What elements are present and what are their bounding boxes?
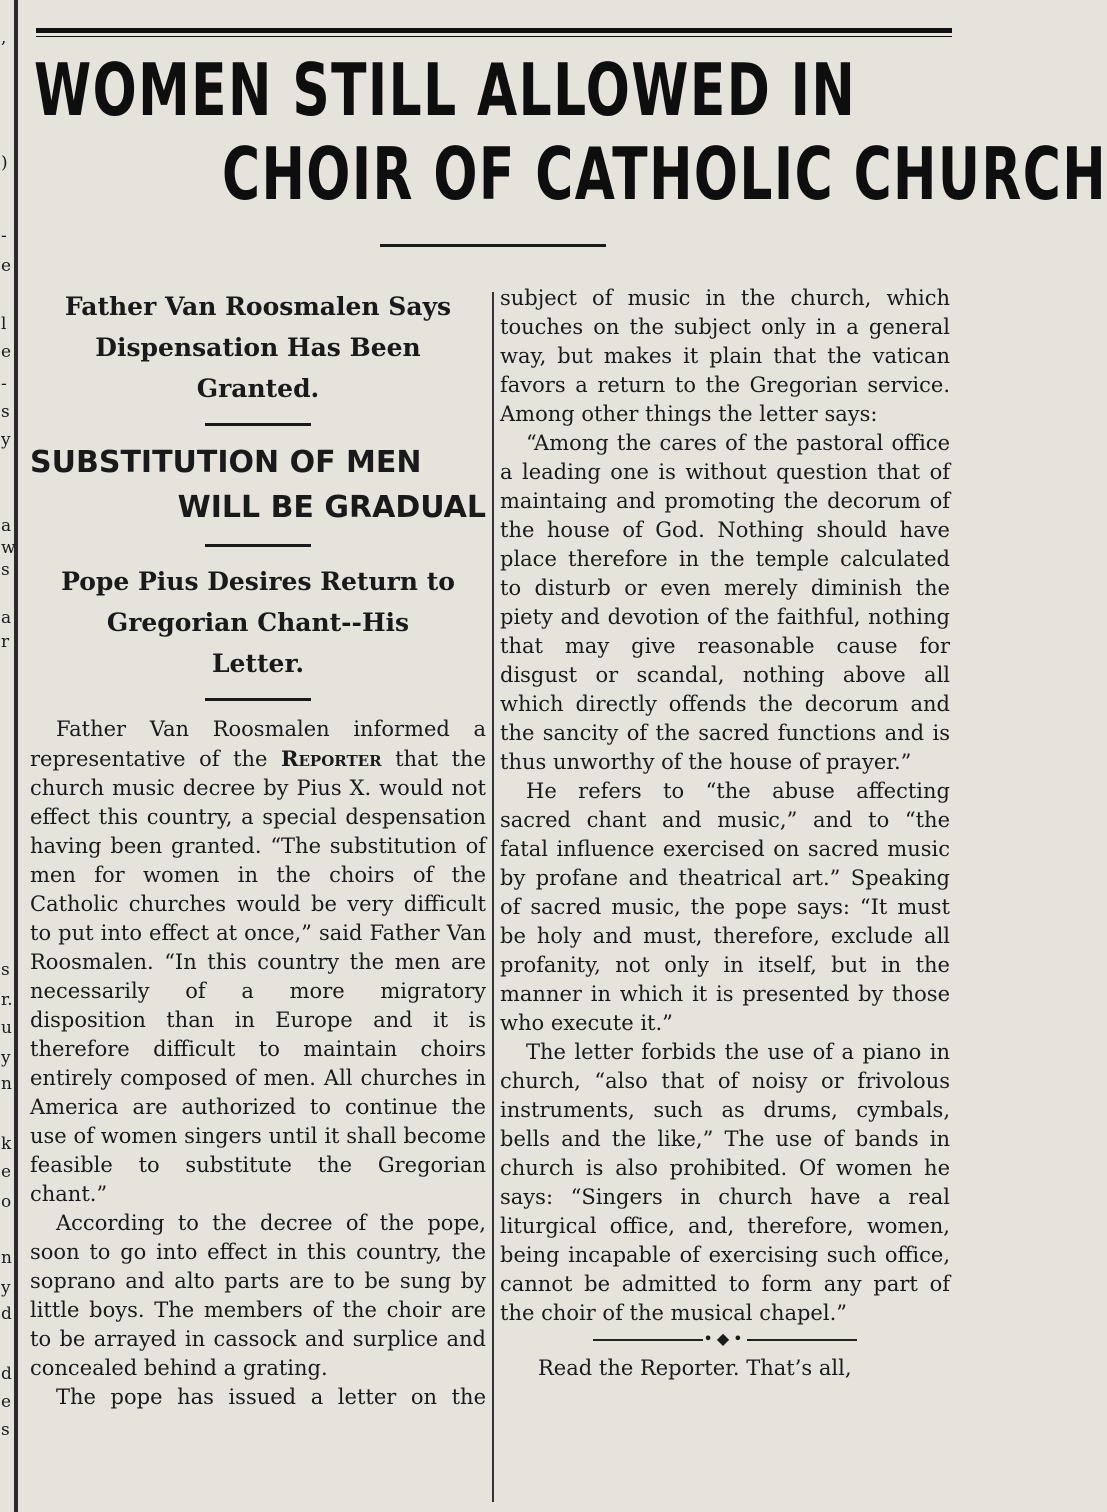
deck-2-line-1: SUBSTITUTION OF MEN — [30, 445, 422, 480]
deck-3-line-1: Pope Pius Desires Return to — [61, 567, 455, 596]
margin-fragment: e — [1, 342, 12, 362]
page-gutter-edge — [14, 0, 18, 1512]
margin-fragment: s — [1, 1420, 10, 1440]
deck-3-line-2: Gregorian Chant--His — [106, 608, 410, 637]
margin-fragment: ) — [1, 153, 8, 173]
margin-fragment: s — [1, 960, 10, 980]
paragraph-1-rest: that the church music decree by Pius X. would not effect this country, a special despensation having been granted. “The substitution of men for women in the choirs of the Catholic churches would be very difficult to put into effect at once,” said Father Van Roosmalen. “In this country the men are necessarily of a more migratory disposition than in Europe and it is therefore difficult to maintain choirs entirely composed of men. All churches in America are authorized to continue the use of women singers until it shall become feasible to substitute the Gregorian chant.” — [30, 747, 487, 1206]
adjacent-column-fragments — [0, 0, 14, 1512]
margin-fragment: e — [1, 256, 12, 276]
margin-fragment: u — [1, 1018, 12, 1038]
paragraph-5: He refers to “the abuse affecting sacred chant and music,” and to “the fatal influence exercised on sacred music by profane and theatrical art.” Speaking of sacred music, the pope says: “It must be holy and must, therefore, exclude all profanity, not only in itself, but in the manner in which it is presented by those who execute it.” — [500, 779, 950, 1035]
margin-fragment: a — [1, 516, 12, 536]
margin-fragment: o — [1, 1192, 12, 1212]
paragraph-4-quote: “Among the cares of the pastoral office a leading one is without question that of maintaing and promoting the decorum of the house of God. Nothing should have place therefore in the temple calculated to disturb or even merely diminish the piety and devotion of the faithful, nothing that may give reasonable cause for disgust or scandal, nothing above all which directly offends the decorum and the sancity of the sacred functions and is thus unworthy of the house of prayer.” — [500, 431, 950, 774]
top-thick-rule — [36, 28, 952, 33]
margin-fragment: d — [1, 1364, 12, 1384]
signoff-line: Read the Reporter. That’s all, — [538, 1356, 852, 1380]
right-column — [500, 284, 950, 1383]
headline-rule — [380, 244, 606, 247]
deck-1-line-3: Granted. — [196, 374, 320, 403]
paragraph-6: The letter forbids the use of a piano in church, “also that of noisy or frivolous instruments, such as drums, cymbals, bells and the like,” The use of bands in church is also prohibited. Of women he says: “Singers in church have a real liturgical office, and, therefore, women, being incapable of exercising such office, cannot be admitted to form any part of the choir of the musical chapel.” — [500, 1040, 950, 1325]
margin-fragment: n — [1, 1248, 12, 1268]
margin-fragment: l — [1, 314, 7, 334]
margin-fragment: , — [1, 28, 7, 48]
margin-fragment: y — [1, 1048, 11, 1068]
reporter-name: Reporter — [281, 746, 382, 771]
deck-rule — [205, 423, 311, 426]
paragraph-3-start: The pope has issued a letter on the — [56, 1385, 486, 1409]
margin-fragment: y — [1, 430, 11, 450]
paragraph-3-continued: subject of music in the church, which touches on the subject only in a general way, but makes it plain that the vatican favors a return to the Gregorian service. Among other things the letter says: — [500, 286, 950, 426]
paragraph-1 — [30, 715, 486, 1209]
deck-2 — [30, 440, 486, 530]
margin-fragment: - — [1, 226, 7, 246]
margin-fragment: n — [1, 1074, 12, 1094]
margin-fragment: d — [1, 1304, 12, 1324]
column-divider — [492, 292, 494, 1502]
headline-line-1: WOMEN STILL ALLOWED IN — [34, 48, 857, 132]
top-thin-rule — [36, 36, 952, 37]
deck-1-line-2: Dispensation Has Been — [95, 333, 421, 362]
margin-fragment: k — [1, 1134, 12, 1154]
margin-fragment: r. — [1, 990, 13, 1010]
margin-fragment: s — [1, 560, 10, 580]
margin-fragment: e — [1, 1392, 12, 1412]
left-column — [30, 286, 486, 1412]
deck-1-line-1: Father Van Roosmalen Says — [64, 292, 452, 321]
deck-rule — [205, 698, 311, 701]
end-ornament-rule: •◆• — [580, 1332, 870, 1346]
margin-fragment: r — [1, 632, 10, 652]
paragraph-2: According to the decree of the pope, soon to go into effect in this country, the soprano and alto parts are to be sung by little boys. The members of the choir are to be arrayed in cassock and surplice and concealed behind a grating. — [30, 1211, 486, 1380]
deck-rule — [205, 544, 311, 547]
margin-fragment: e — [1, 1162, 12, 1182]
margin-fragment: a — [1, 608, 12, 628]
margin-fragment: - — [1, 374, 7, 394]
margin-fragment: w — [1, 538, 16, 558]
deck-2-line-2: WILL BE GRADUAL — [177, 490, 486, 525]
headline-line-2: CHOIR OF CATHOLIC CHURCH — [222, 132, 1107, 216]
paragraph-1-start: Father Van Roosmalen informed a representative of the — [30, 717, 486, 771]
margin-fragment: y — [1, 1278, 11, 1298]
margin-fragment: s — [1, 402, 10, 422]
deck-3-line-3: Letter. — [211, 649, 305, 678]
